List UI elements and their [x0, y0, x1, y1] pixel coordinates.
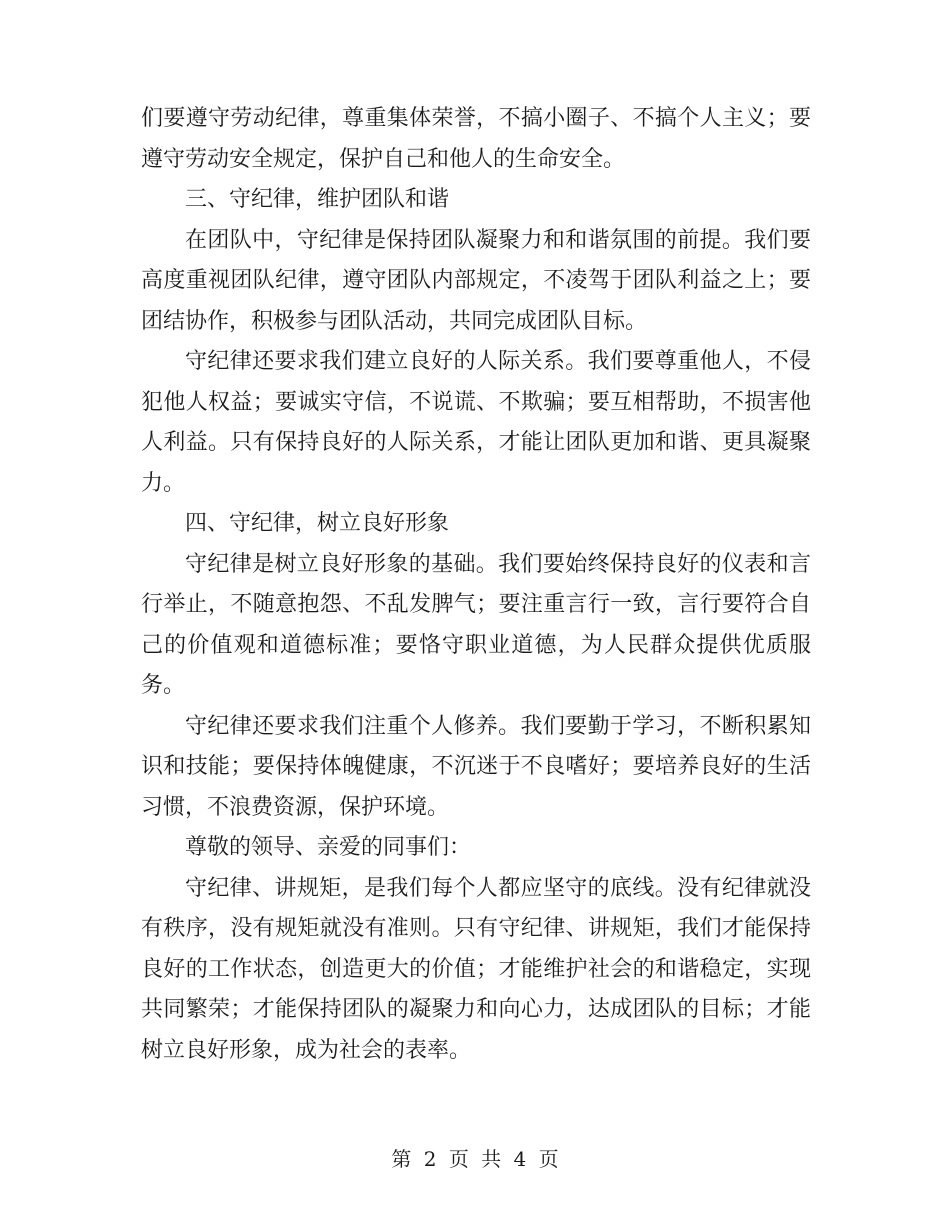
section-heading-3: 三、守纪律，维护团队和谐	[185, 187, 450, 212]
section-heading-4: 四、守纪律，树立良好形象	[185, 511, 450, 536]
paragraph-continuation: 们要遵守劳动纪律，尊重集体荣誉，不搞小圈子、不搞个人主义；要遵守劳动安全规定，保护自己和他人的生命安全。	[141, 106, 811, 172]
paragraph: 在团队中，守纪律是保持团队凝聚力和和谐氛围的前提。我们要高度重视团队纪律，遵守团队内部规定，不凌驾于团队利益之上；要团结协作，积极参与团队活动，共同完成团队目标。	[141, 227, 811, 334]
paragraph: 守纪律还要求我们注重个人修养。我们要勤于学习，不断积累知识和技能；要保持体魄健康，不沉迷于不良嗜好；要培养良好的生活习惯，不浪费资源，保护环境。	[141, 713, 811, 820]
document-body	[141, 99, 811, 1071]
paragraph: 守纪律还要求我们建立良好的人际关系。我们要尊重他人，不侵犯他人权益；要诚实守信，不说谎、不欺骗；要互相帮助，不损害他人利益。只有保持良好的人际关系，才能让团队更加和谐、更具凝聚力。	[141, 349, 811, 496]
paragraph: 守纪律是树立良好形象的基础。我们要始终保持良好的仪表和言行举止，不随意抱怨、不乱发脾气；要注重言行一致，言行要符合自己的价值观和道德标准；要恪守职业道德，为人民群众提供优质服务。	[141, 551, 811, 698]
page-number-footer: 第 2 页 共 4 页	[391, 1147, 559, 1171]
salutation: 尊敬的领导、亲爱的同事们：	[185, 835, 472, 860]
paragraph: 守纪律、讲规矩，是我们每个人都应坚守的底线。没有纪律就没有秩序，没有规矩就没有准则。只有守纪律、讲规矩，我们才能保持良好的工作状态，创造更大的价值；才能维护社会的和谐稳定，实现共同繁荣；才能保持团队的凝聚力和向心力，达成团队的目标；才能树立良好形象，成为社会的表率。	[141, 875, 811, 1063]
